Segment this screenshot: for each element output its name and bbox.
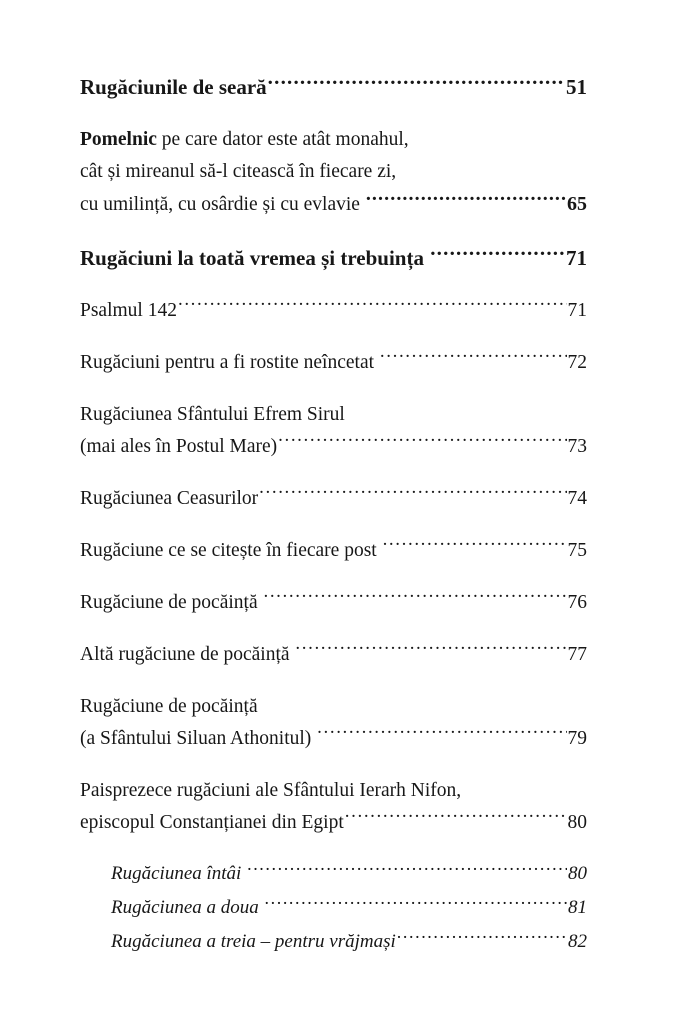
toc-page-number: 71 xyxy=(567,300,587,321)
toc-entry-line xyxy=(80,70,587,104)
toc-entry-title: pe care dator este atât monahul, xyxy=(156,129,409,150)
toc-entry-line xyxy=(80,535,587,567)
toc-page-number: 72 xyxy=(567,352,587,373)
toc-entry-title: episcopul Constanțianei din Egipt xyxy=(80,812,344,833)
toc-page-number: 80 xyxy=(568,863,587,884)
toc-leader-dots xyxy=(317,725,566,745)
toc-entry[interactable] xyxy=(80,347,587,379)
toc-page-number: 73 xyxy=(567,436,587,457)
toc-entry-line xyxy=(80,241,587,275)
toc-page-number: 77 xyxy=(567,644,587,665)
toc-leader-dots xyxy=(380,349,567,369)
toc-page-number: 74 xyxy=(567,488,587,509)
toc-leader-dots xyxy=(247,860,567,879)
toc-page-number: 51 xyxy=(566,75,587,99)
toc-leader-dots xyxy=(259,485,566,505)
toc-entry-title: Rugăciunea întâi xyxy=(111,863,247,884)
toc-leader-dots xyxy=(295,641,566,661)
toc-entry[interactable] xyxy=(80,295,587,327)
toc-entry[interactable] xyxy=(80,775,587,839)
toc-page-number: 65 xyxy=(567,193,587,215)
toc-entry[interactable] xyxy=(111,859,587,889)
toc-entry-title: Rugăciune de pocăință xyxy=(80,696,258,717)
toc-entry[interactable] xyxy=(80,691,587,755)
toc-entry-line xyxy=(111,859,587,889)
toc-leader-dots xyxy=(178,297,567,317)
toc-page-number: 76 xyxy=(567,592,587,613)
toc-entry-line xyxy=(111,893,587,923)
table-of-contents xyxy=(80,70,587,957)
toc-leader-dots xyxy=(278,433,566,453)
toc-entry[interactable] xyxy=(80,639,587,671)
toc-entry[interactable] xyxy=(80,399,587,463)
toc-entry-line xyxy=(80,399,587,431)
toc-entry-title: Paisprezece rugăciuni ale Sfântului Ierarh Nifon, xyxy=(80,780,462,801)
toc-entry-line xyxy=(111,927,587,957)
toc-entry-line xyxy=(80,156,587,188)
toc-entry[interactable] xyxy=(80,124,587,221)
toc-entry-line xyxy=(80,347,587,379)
toc-entry-line xyxy=(80,188,587,221)
toc-entry-line xyxy=(80,691,587,723)
toc-entry-title: Rugăciunile de seară xyxy=(80,75,267,99)
toc-entry-title: (mai ales în Postul Mare) xyxy=(80,436,278,457)
toc-entry-title: Rugăciunea a doua xyxy=(111,897,264,918)
toc-entry-title: cât și mireanul să-l citească în fiecare zi, xyxy=(80,161,397,182)
toc-page-number: 71 xyxy=(566,246,587,270)
toc-entry-title: Rugăciunea Sfântului Efrem Sirul xyxy=(80,404,345,425)
toc-entry[interactable] xyxy=(80,483,587,515)
toc-entry-line xyxy=(80,723,587,755)
toc-entry-line xyxy=(80,587,587,619)
toc-leader-dots xyxy=(383,537,567,557)
toc-page-number: 82 xyxy=(568,931,587,952)
toc-entry-title: cu umilință, cu osârdie și cu evlavie xyxy=(80,194,365,215)
toc-leader-dots xyxy=(366,191,566,211)
toc-entry-line xyxy=(80,807,587,839)
toc-entry-title: Rugăciunea Ceasurilor xyxy=(80,488,259,509)
toc-entry-line xyxy=(80,431,587,463)
toc-page-number: 75 xyxy=(567,540,587,561)
toc-leader-dots xyxy=(265,894,567,913)
toc-entry-title: Rugăciuni la toată vremea și trebuința xyxy=(80,246,430,270)
toc-entry-line xyxy=(80,295,587,327)
toc-entry[interactable] xyxy=(80,70,587,104)
toc-entry-title: Rugăciunea a treia – pentru vrăjmași xyxy=(111,931,396,952)
toc-entry[interactable] xyxy=(80,587,587,619)
toc-entry-title: Altă rugăciune de pocăință xyxy=(80,644,295,665)
toc-entry[interactable] xyxy=(80,241,587,275)
toc-entry[interactable] xyxy=(111,927,587,957)
toc-entry-title: Rugăciuni pentru a fi rostite neîncetat xyxy=(80,352,379,373)
toc-entry-title: Psalmul 142 xyxy=(80,300,177,321)
toc-page-number: 79 xyxy=(567,728,587,749)
toc-entry-title: Rugăciune de pocăință xyxy=(80,592,263,613)
toc-leader-dots xyxy=(397,928,567,947)
toc-entry[interactable] xyxy=(111,893,587,923)
toc-entry-line xyxy=(80,639,587,671)
toc-entry-title: (a Sfântului Siluan Athonitul) xyxy=(80,728,317,749)
toc-entry-line xyxy=(80,483,587,515)
toc-entry-line xyxy=(80,124,587,156)
toc-entry-line xyxy=(80,775,587,807)
toc-page-number: 81 xyxy=(568,897,587,918)
toc-leader-dots xyxy=(268,73,565,94)
toc-page-number: 80 xyxy=(567,812,587,833)
toc-leader-dots xyxy=(345,809,567,829)
toc-leader-dots xyxy=(263,589,566,609)
toc-leader-dots xyxy=(430,244,565,265)
toc-entry-lead-word: Pomelnic xyxy=(80,129,157,150)
toc-entry-title: Rugăciune ce se citește în fiecare post xyxy=(80,540,382,561)
toc-entry[interactable] xyxy=(80,535,587,567)
